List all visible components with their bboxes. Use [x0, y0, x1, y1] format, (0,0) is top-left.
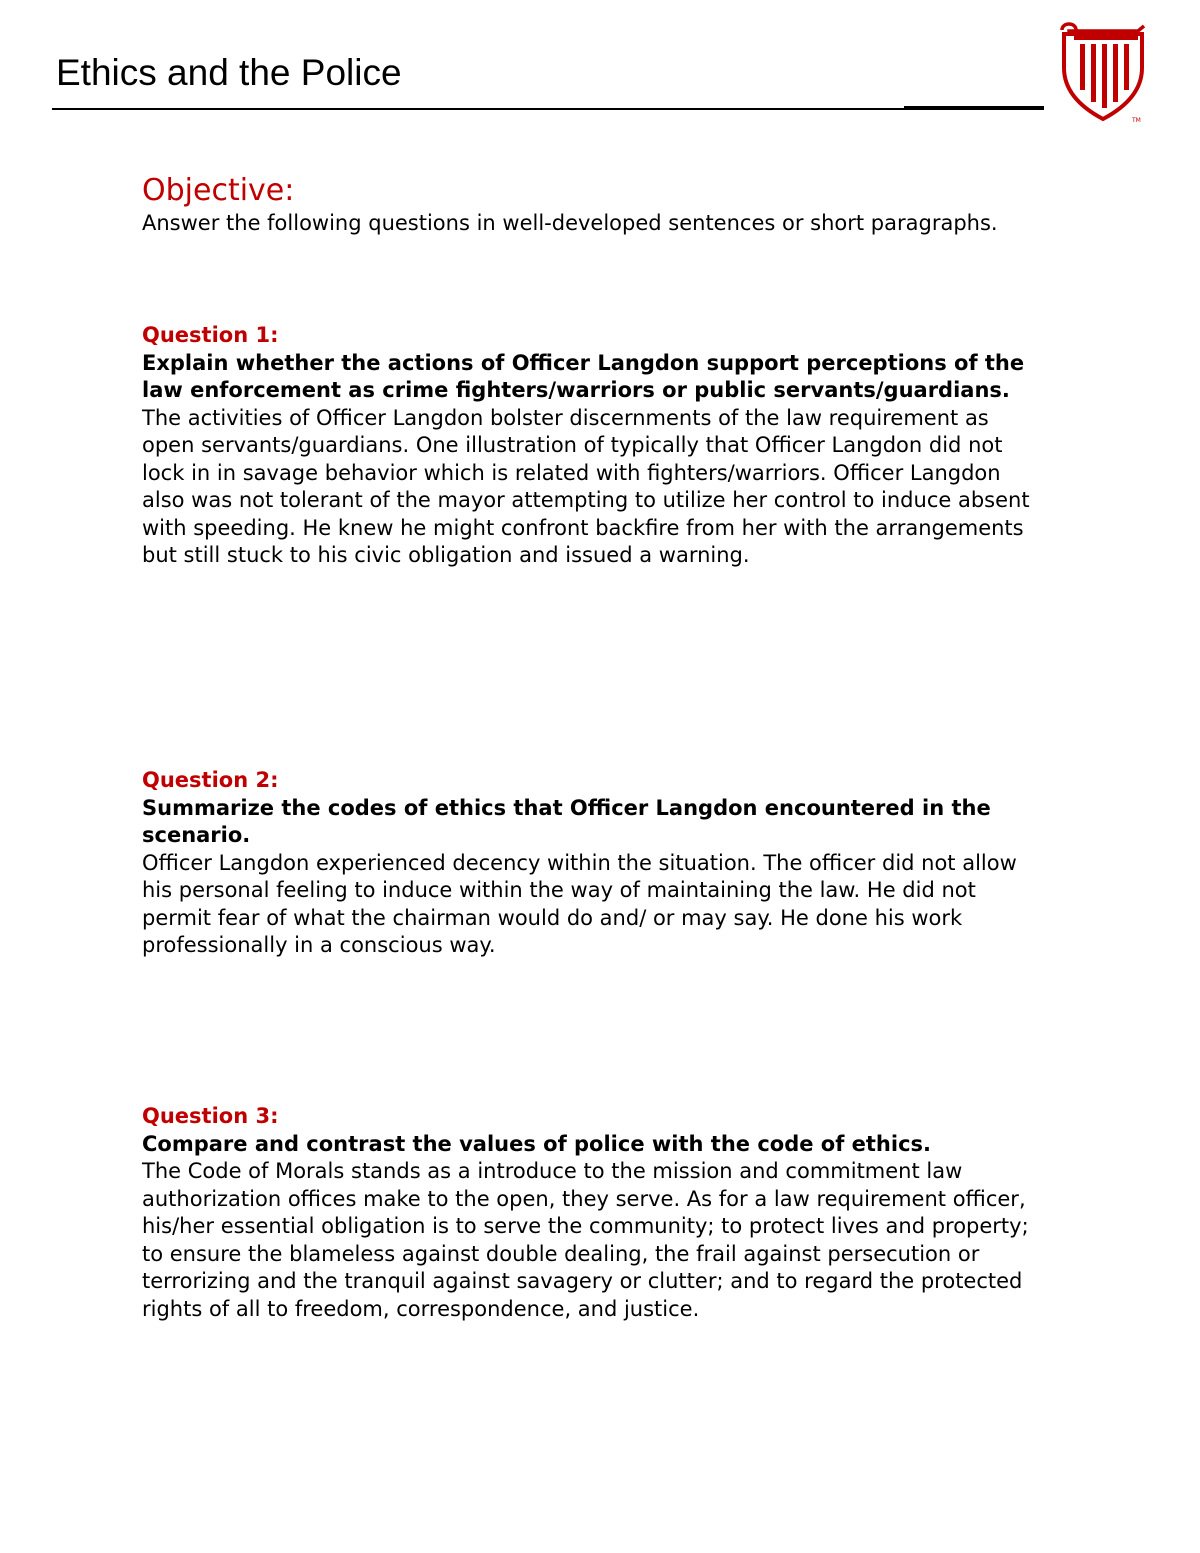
objective-text: Answer the following questions in well-developed sentences or short paragraphs. [142, 211, 998, 235]
question-2-prompt: Summarize the codes of ethics that Officer Langdon encountered in the scenario. [142, 795, 991, 847]
question-1-label: Question 1: [142, 323, 279, 347]
objective-heading: Objective: [142, 173, 295, 208]
svg-text:TM: TM [1132, 117, 1141, 122]
document-title: Ethics and the Police [56, 52, 402, 93]
question-2-section [142, 767, 1042, 960]
question-2-label: Question 2: [142, 768, 279, 792]
question-3-prompt: Compare and contrast the values of police with the code of ethics. [142, 1131, 932, 1156]
header-divider-accent [904, 106, 1044, 110]
question-3-section [142, 1103, 1042, 1323]
shield-column-logo-icon [1060, 22, 1146, 122]
question-1-prompt: Explain whether the actions of Officer Langdon support perceptions of the law enforcement as crime fighters/warriors or public servants/guardians. [142, 350, 1025, 402]
objective-section [142, 172, 1042, 238]
header-divider [52, 108, 904, 110]
question-3-answer: The Code of Morals stands as a introduce to the mission and commitment law authorization offices make to the open, they serve. As for a law requirement officer, his/her essential obligation is to serve the community; to protect lives and property; to ensure the blameless against double dealing, the frail against persecution or terrorizing and the tranquil against savagery or clutter; and to regard the protected rights of all to freedom, correspondence, and justice. [142, 1159, 1029, 1321]
question-3-label: Question 3: [142, 1104, 279, 1128]
question-1-answer: The activities of Officer Langdon bolster discernments of the law requirement as open servants/guardians. One illustration of typically that Officer Langdon did not lock in in savage behavior which is related with fighters/warriors. Officer Langdon also was not tolerant of the mayor attempting to utilize her control to induce absent with speeding. He knew he might confront backfire from her with the arrangements but still stuck to his civic obligation and issued a warning. [142, 405, 1030, 567]
question-1-section [142, 322, 1042, 570]
question-2-answer: Officer Langdon experienced decency within the situation. The officer did not allow his personal feeling to induce within the way of maintaining the law. He did not permit fear of what the chairman would do and/ or may say. He done his work professionally in a conscious way. [142, 850, 1017, 957]
